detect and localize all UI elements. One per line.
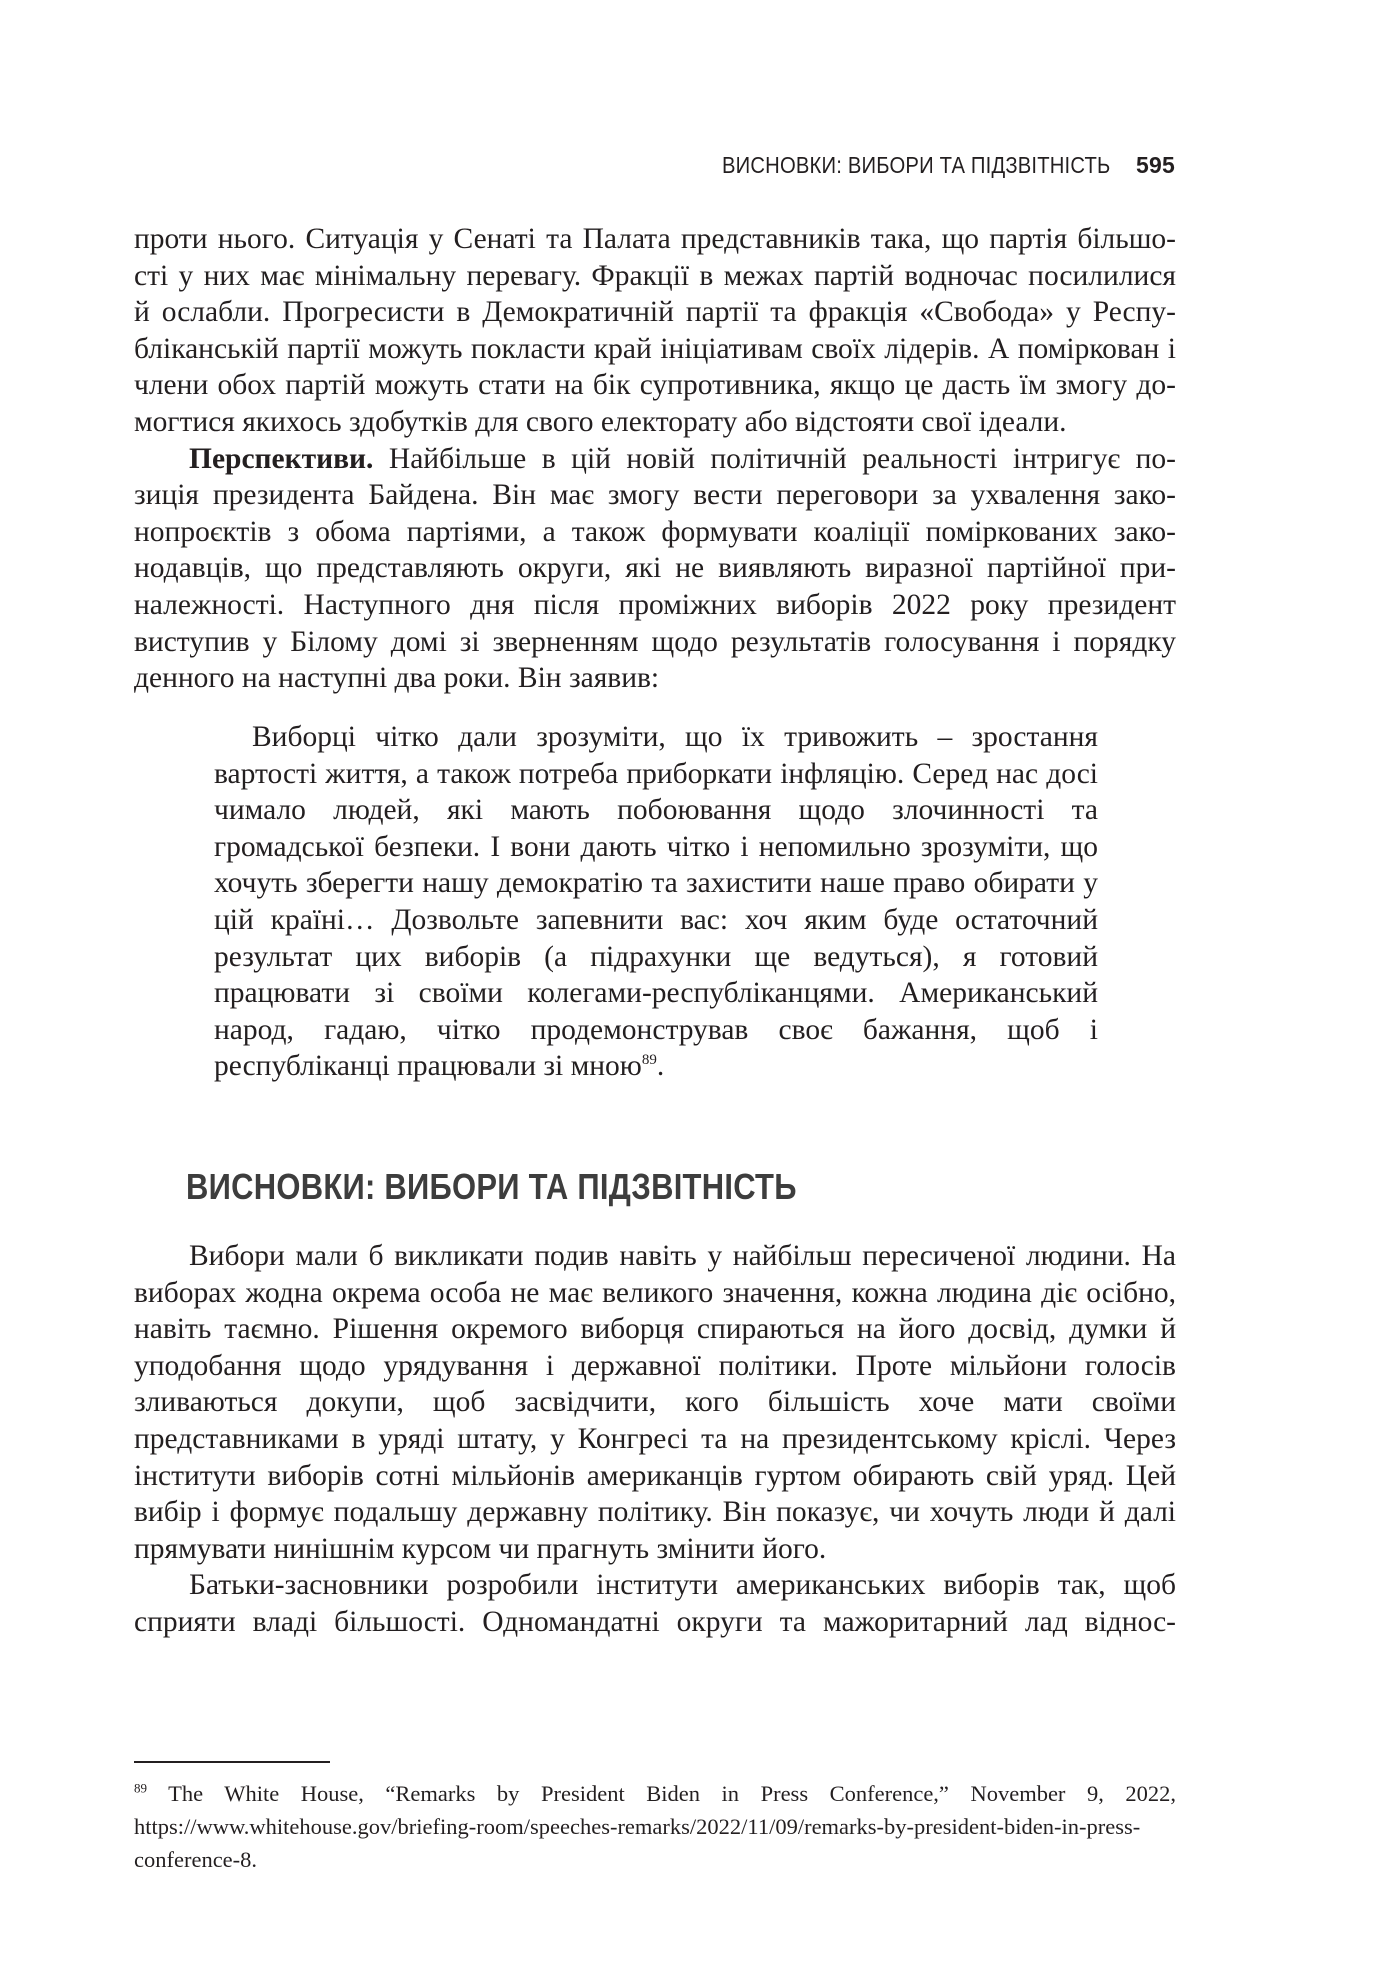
conclusion-paragraph-1: Вибори мали б викликати подив навіть у найбільш пересиченої людини. На виборах жодна окрема особа не має великого значення, кожна людина діє осібно, навіть таємно. Рішення окремого виборця спираються на його досвід, думки й уподобання щодо урядування і державної політики. Проте мільйони голосів зливаються докупи, щоб засвідчити, кого більшість хоче мати своїми представниками в уряді штату, у Конгресі та на президентському кріслі. Через інститути виборів сотні мільйонів американців гуртом обирають свій уряд. Цей вибір і формує подальшу державну політику. Він показує, чи хочуть люди й далі прямувати нинішнім курсом чи прагнуть змінити його. xyxy=(134,1240,1176,1565)
text-line: нопроєктів з обома партіями, а також формувати коаліції поміркованих зако- xyxy=(134,515,1176,548)
text-line: зиція президента Байдена. Він має змогу вести переговори за ухвалення зако- xyxy=(134,479,1176,512)
text-line: належності. Наступного дня після проміжних виборів 2022 року президент xyxy=(134,588,1176,621)
page-number: 595 xyxy=(1136,152,1175,178)
perspectives-line-rest: Найбільше в цій новій політичній реальності інтригує по- xyxy=(373,442,1176,475)
perspectives-lead: Перспективи. xyxy=(189,442,374,475)
text-line: денного на наступні два роки. Він заявив: xyxy=(134,662,660,695)
text-line: виступив у Білому домі зі зверненням щодо результатів голосування і порядку xyxy=(134,625,1176,658)
perspectives-first-line xyxy=(134,441,1176,478)
quote-end: . xyxy=(656,1050,665,1083)
section-heading: ВИСНОВКИ: ВИБОРИ ТА ПІДЗВІТНІСТЬ xyxy=(186,1166,797,1207)
conclusion-paragraph-2: Батьки-засновники розробили інститути американських виборів так, щоб сприяти владі більшості. Одномандатні округи та мажоритарний лад віднос- xyxy=(134,1569,1176,1638)
text-line: нодавців, що представляють округи, які не виявляють виразної партійної при- xyxy=(134,552,1176,585)
running-header xyxy=(600,152,1175,179)
footnote-ref: 89 xyxy=(641,1052,657,1069)
text-line: члени обох партій можуть стати на бік супротивника, якщо це дасть їм змогу до- xyxy=(134,369,1176,402)
text-line: проти нього. Ситуація у Сенаті та Палата представників така, що партія більшо- xyxy=(134,223,1176,255)
text-line: могтися якихось здобутків для свого електорату або відстояти свої ідеали. xyxy=(134,405,1067,438)
running-title: ВИСНОВКИ: ВИБОРИ ТА ПІДЗВІТНІСТЬ xyxy=(721,152,1111,178)
text-line: й ослабли. Прогресисти в Демократичній партії та фракція «Свобода» у Респу- xyxy=(134,296,1176,329)
body-text-conclusion xyxy=(134,1238,1176,1641)
text-line: бліканській партії можуть покласти край ініціативам своїх лідерів. А поміркован і xyxy=(134,332,1176,365)
text-line: сті у них має мінімальну перевагу. Фракції в межах партій водночас посилилися xyxy=(134,259,1176,292)
body-text-top xyxy=(134,221,1176,697)
quote-paragraph xyxy=(214,719,1098,1085)
footnote-paragraph xyxy=(134,1777,1176,1876)
footnote-number: 89 xyxy=(134,1780,147,1796)
quote-text: Виборці чітко дали зрозуміти, що їх тривожить – зростання вартості життя, а також потреба приборкати інфляцію. Серед нас досі чимало людей, які мають побоювання щодо злочинності та громадської безпеки. І вони дають чітко і непомильно зрозуміти, що хочуть зберегти нашу демократію та захистити наше право обирати у цій країні… Дозвольте запевнити вас: хоч яким буде остаточний результат цих виборів (а підрахунки ще ведуться), я готовий працювати зі своїми колегами-республіканцями. Американський народ, гадаю, чітко продемонстрував своє бажання, щоб і республіканці працювали зі мною xyxy=(214,721,1098,1083)
block-quote xyxy=(214,719,1098,1085)
footnote-text: The White House, “Remarks by President Biden in Press Conference,” November 9, 2022, https://www.whitehouse.gov/briefing-room/speeches-remarks/2022/11/09/remarks-by-president-biden-in-press-conference-8. xyxy=(134,1781,1176,1872)
footnote xyxy=(134,1777,1176,1876)
footnote-divider xyxy=(134,1761,330,1763)
